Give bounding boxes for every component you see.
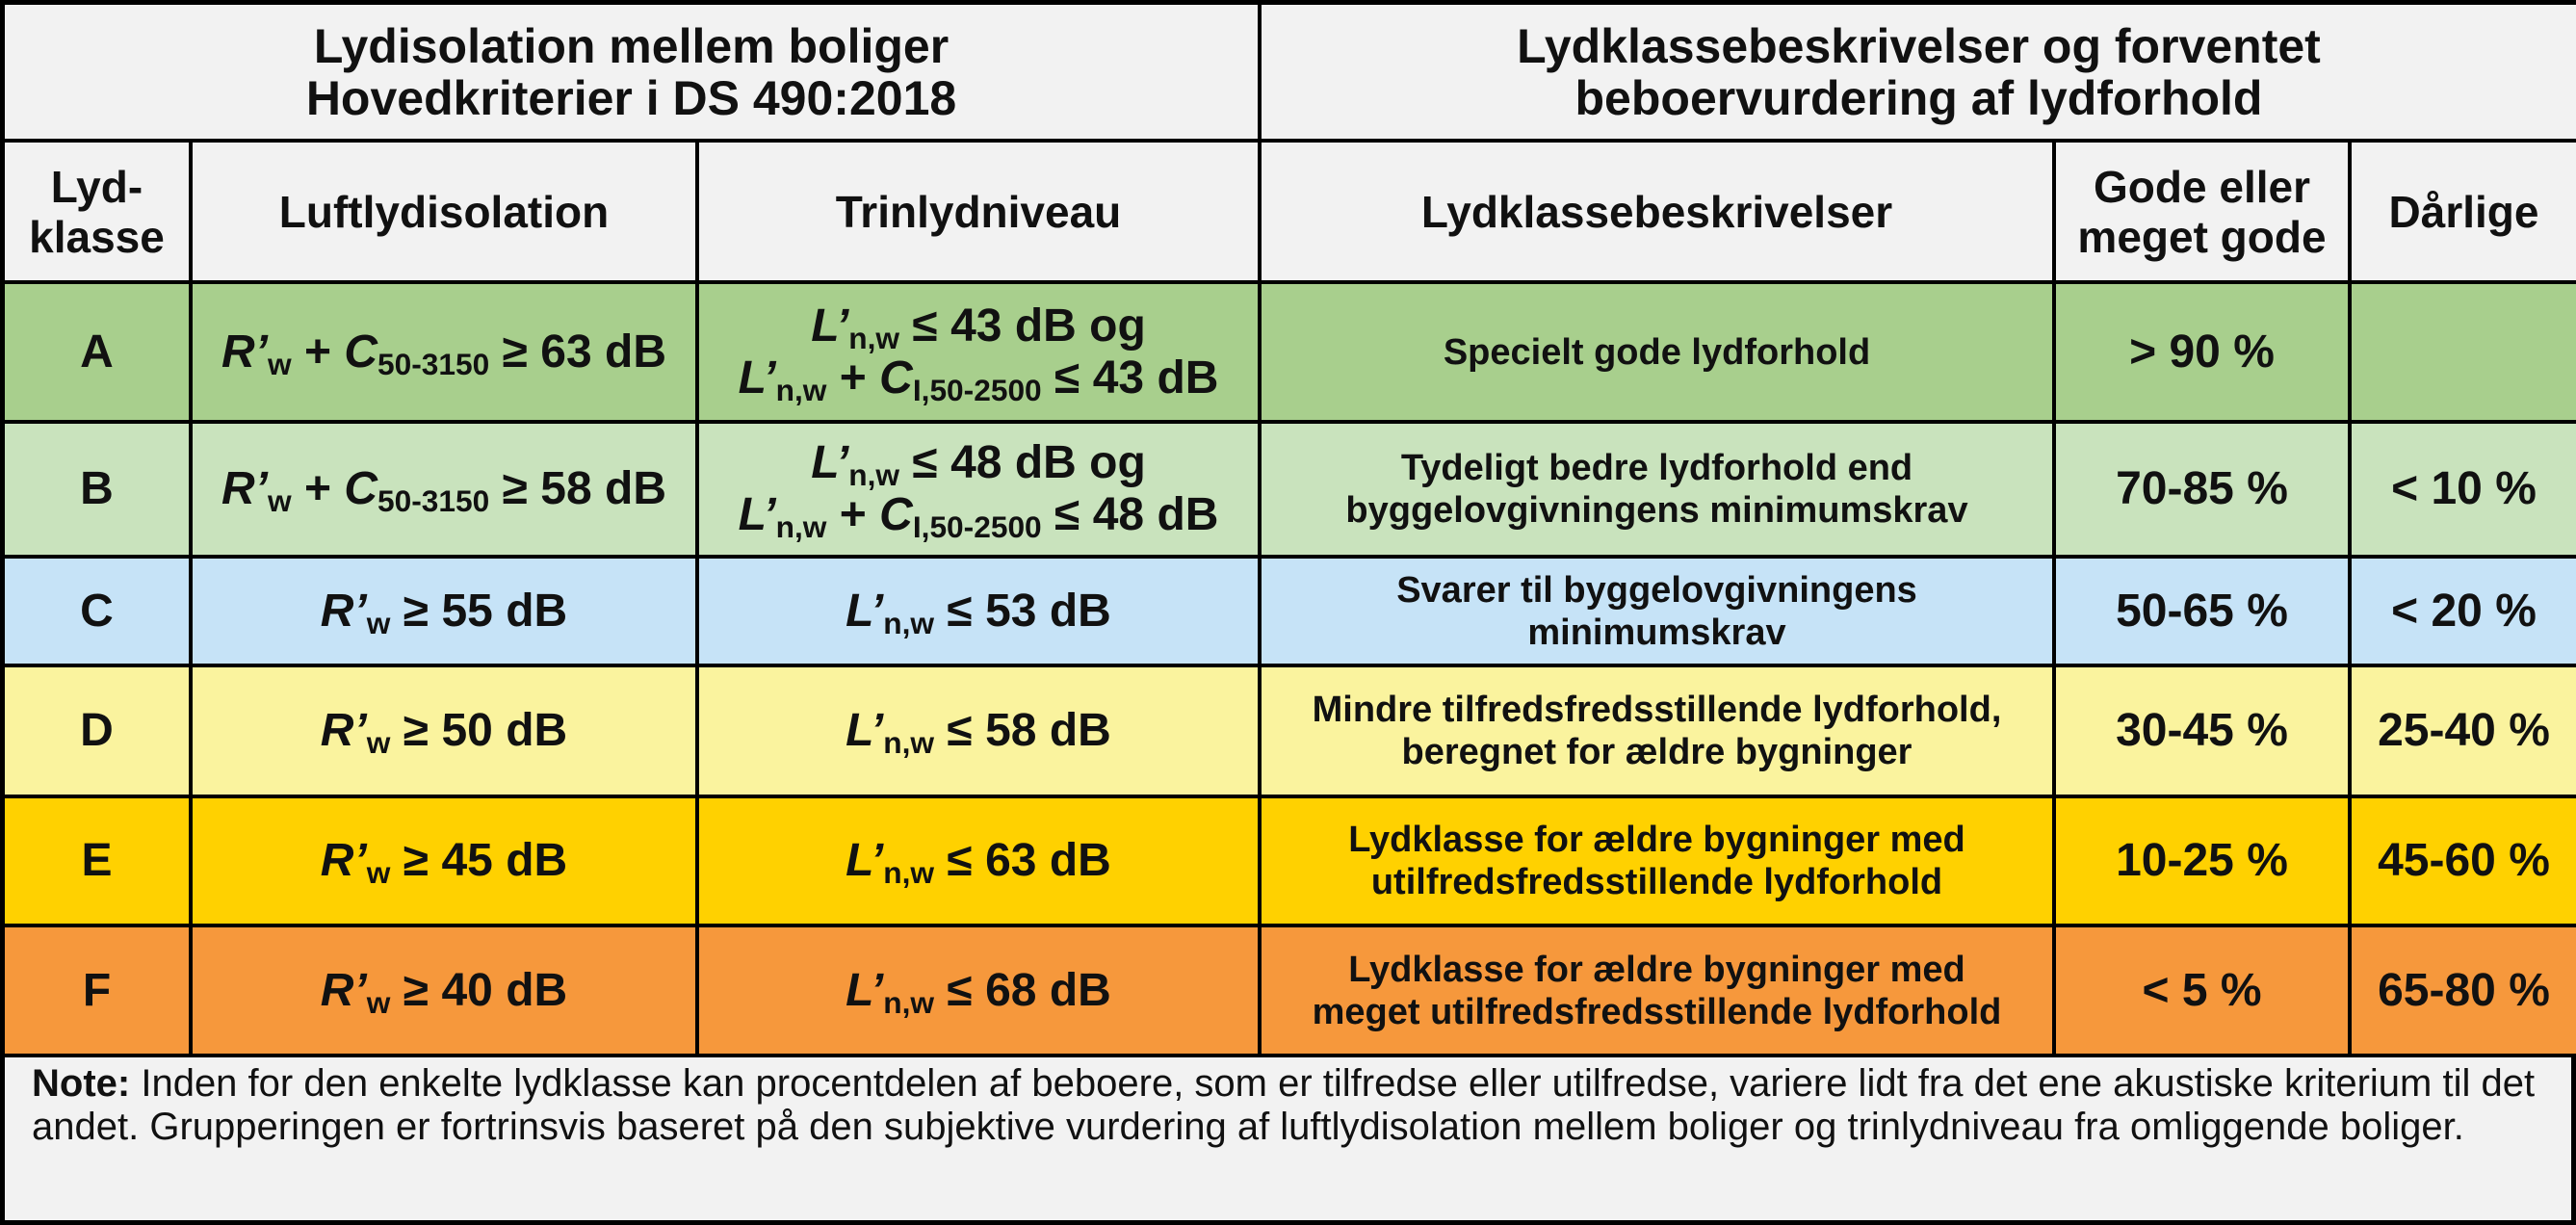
row-b-impact-value: 48 dB og — [950, 437, 1146, 488]
row-f-desc-line2: meget utilfredsfredsstillende lydforhold — [1312, 991, 2002, 1032]
row-e-good — [2056, 798, 2352, 927]
row-e-airborne — [193, 798, 699, 927]
row-e-good-value: 10-25 % — [2116, 835, 2288, 886]
row-c-impact-value: 53 dB — [985, 585, 1111, 637]
footnote — [32, 1062, 2555, 1149]
plus-sign: + — [839, 489, 867, 540]
col-header-description-label: Lydklassebeskrivelser — [1420, 186, 1893, 237]
r-symbol: R’ — [320, 835, 367, 886]
col-header-good-line1: Gode eller — [2094, 161, 2310, 212]
row-b-desc-line2: byggelovgivningens minimumskrav — [1345, 490, 1968, 531]
row-a-impact-value: 43 dB og — [950, 300, 1146, 352]
le-sign: ≤ — [912, 437, 938, 488]
col-header-good — [2056, 143, 2352, 284]
nw-sub: n,w — [775, 372, 827, 407]
row-c-air-value: 55 dB — [441, 585, 568, 637]
row-e-class-label: E — [81, 835, 113, 886]
row-f-class-label: F — [82, 964, 112, 1016]
row-c-desc-line1: Svarer til byggelovgivningens — [1396, 569, 1917, 611]
row-f-good-value: < 5 % — [2142, 964, 2262, 1016]
row-d-airborne — [193, 667, 699, 798]
row-d-description — [1262, 667, 2056, 798]
c-sub: 50-3150 — [377, 346, 490, 381]
row-e-desc-line2: utilfredsfredsstillende lydforhold — [1370, 862, 1943, 902]
nw-sub: n,w — [883, 724, 935, 760]
le-sign: ≤ — [947, 585, 973, 637]
row-b-good — [2056, 424, 2352, 559]
row-a-good-value: > 90 % — [2129, 326, 2275, 378]
row-b-air-value: 58 dB — [540, 463, 666, 514]
note-text: Inden for den enkelte lydklasse kan procentdelen af beboere, som er tilfredse eller utilfredse, variere lidt fra det ene akustiske kriterium til det andet. Grupperingen er fortrinsvis baseret på den subjektive vurdering af luftlydisolation mellem boliger og trinlydniveau fra omliggende boliger. — [32, 1062, 2536, 1148]
ge-sign: ≥ — [403, 964, 429, 1016]
ge-sign: ≥ — [403, 835, 429, 886]
row-d-impact — [699, 667, 1262, 798]
row-a-class — [5, 284, 193, 424]
row-e-impact — [699, 798, 1262, 927]
header-right-line2: beboervurdering af lydforhold — [1574, 70, 2263, 125]
row-f-desc-line1: Lydklasse for ældre bygninger med — [1348, 949, 1965, 990]
plus-sign: + — [303, 326, 331, 378]
col-header-class-line1: Lyd- — [50, 161, 143, 212]
row-c-class — [5, 559, 193, 667]
row-f-air-value: 40 dB — [441, 964, 568, 1016]
col-header-airborne-label: Luftlydisolation — [278, 186, 610, 237]
r-symbol: R’ — [221, 463, 268, 514]
header-left — [5, 5, 1262, 143]
le-sign: ≤ — [947, 835, 973, 886]
nw-sub: n,w — [883, 854, 935, 890]
ge-sign: ≥ — [502, 463, 528, 514]
row-f-class — [5, 927, 193, 1057]
row-b-description — [1262, 424, 2056, 559]
le-sign: ≤ — [947, 705, 973, 756]
row-d-poor-value: 25-40 % — [2378, 705, 2550, 756]
nw-sub: n,w — [848, 456, 900, 492]
row-f-description — [1262, 927, 2056, 1057]
row-d-impact-value: 58 dB — [985, 705, 1111, 756]
row-b-class — [5, 424, 193, 559]
l-symbol: L’ — [846, 585, 884, 637]
c-symbol: C — [344, 326, 378, 378]
c-sub: 50-3150 — [377, 482, 490, 518]
l-symbol: L’ — [846, 835, 884, 886]
le-sign: ≤ — [1054, 489, 1080, 540]
row-d-air-value: 50 dB — [441, 705, 568, 756]
row-c-good — [2056, 559, 2352, 667]
row-f-good — [2056, 927, 2352, 1057]
w-sub: w — [366, 605, 391, 640]
row-d-class — [5, 667, 193, 798]
row-f-impact-value: 68 dB — [985, 964, 1111, 1016]
row-d-desc-line2: beregnet for ældre bygninger — [1401, 732, 1912, 772]
ge-sign: ≥ — [502, 326, 528, 378]
row-e-poor — [2352, 798, 2576, 927]
col-header-description — [1262, 143, 2056, 284]
c-symbol: C — [879, 352, 913, 404]
header-right — [1262, 5, 2576, 143]
c-symbol: C — [879, 489, 913, 540]
c-symbol: C — [344, 463, 378, 514]
row-c-impact — [699, 559, 1262, 667]
row-a-air-value: 63 dB — [540, 326, 666, 378]
l-symbol: L’ — [811, 300, 849, 352]
r-symbol: R’ — [320, 585, 367, 637]
plus-sign: + — [303, 463, 331, 514]
row-f-poor — [2352, 927, 2576, 1057]
row-a-airborne — [193, 284, 699, 424]
le-sign: ≤ — [947, 964, 973, 1016]
row-b-impact-value2: 48 dB — [1092, 489, 1219, 540]
r-symbol: R’ — [221, 326, 268, 378]
col-header-class — [5, 143, 193, 284]
row-c-airborne — [193, 559, 699, 667]
row-b-class-label: B — [80, 463, 114, 514]
row-e-impact-value: 63 dB — [985, 835, 1111, 886]
row-a-description — [1262, 284, 2056, 424]
nw-sub: n,w — [775, 508, 827, 544]
row-e-desc-line1: Lydklasse for ældre bygninger med — [1348, 820, 1965, 860]
col-header-impact-label: Trinlydniveau — [835, 186, 1122, 237]
col-header-impact — [699, 143, 1262, 284]
row-a-impact — [699, 284, 1262, 424]
w-sub: w — [267, 346, 292, 381]
ge-sign: ≥ — [403, 585, 429, 637]
row-c-class-label: C — [80, 585, 114, 637]
row-a-impact-value2: 43 dB — [1092, 352, 1219, 404]
row-f-airborne — [193, 927, 699, 1057]
w-sub: w — [366, 984, 391, 1020]
note-label: Note: — [32, 1062, 131, 1105]
row-e-air-value: 45 dB — [441, 835, 568, 886]
l-symbol: L’ — [811, 437, 849, 488]
header-right-line1: Lydklassebeskrivelser og forventet — [1517, 18, 2321, 73]
w-sub: w — [366, 854, 391, 890]
row-a-class-label: A — [80, 326, 114, 378]
row-c-desc-line2: minimumskrav — [1527, 612, 1786, 653]
w-sub: w — [267, 482, 292, 518]
header-left-line1: Lydisolation mellem boliger — [313, 18, 950, 73]
le-sign: ≤ — [912, 300, 938, 352]
l-symbol: L’ — [738, 352, 776, 404]
row-e-description — [1262, 798, 2056, 927]
l-symbol: L’ — [738, 489, 776, 540]
col-header-good-line2: meget gode — [2077, 211, 2327, 262]
row-d-poor — [2352, 667, 2576, 798]
row-e-class — [5, 798, 193, 927]
row-a-desc-line1: Specielt gode lydforhold — [1443, 331, 1871, 373]
plus-sign: + — [839, 352, 867, 404]
row-c-poor — [2352, 559, 2576, 667]
r-symbol: R’ — [320, 964, 367, 1016]
row-b-desc-line1: Tydeligt bedre lydforhold end — [1400, 448, 1913, 488]
row-b-impact — [699, 424, 1262, 559]
row-c-description — [1262, 559, 2056, 667]
nw-sub: n,w — [848, 320, 900, 355]
row-a-good — [2056, 284, 2352, 424]
nw-sub: n,w — [883, 984, 935, 1020]
row-d-desc-line1: Mindre tilfredsfredsstillende lydforhold, — [1312, 690, 2002, 730]
l-symbol: L’ — [846, 964, 884, 1016]
row-a-poor — [2352, 284, 2576, 424]
row-b-poor-value: < 10 % — [2391, 463, 2537, 514]
r-symbol: R’ — [320, 705, 367, 756]
ci-sub: I,50-2500 — [912, 508, 1042, 544]
col-header-airborne — [193, 143, 699, 284]
l-symbol: L’ — [846, 705, 884, 756]
col-header-poor — [2352, 143, 2576, 284]
col-header-class-line2: klasse — [29, 211, 165, 262]
nw-sub: n,w — [883, 605, 935, 640]
row-d-good-value: 30-45 % — [2116, 705, 2288, 756]
row-d-class-label: D — [80, 705, 114, 756]
row-e-poor-value: 45-60 % — [2378, 835, 2550, 886]
w-sub: w — [366, 724, 391, 760]
row-b-good-value: 70-85 % — [2116, 463, 2288, 514]
col-header-poor-label: Dårlige — [2388, 186, 2539, 237]
ci-sub: I,50-2500 — [912, 372, 1042, 407]
ge-sign: ≥ — [403, 705, 429, 756]
row-d-good — [2056, 667, 2352, 798]
header-left-line2: Hovedkriterier i DS 490:2018 — [305, 70, 957, 125]
row-c-good-value: 50-65 % — [2116, 585, 2288, 637]
row-b-airborne — [193, 424, 699, 559]
row-c-poor-value: < 20 % — [2391, 585, 2537, 637]
row-b-poor — [2352, 424, 2576, 559]
le-sign: ≤ — [1054, 352, 1080, 404]
row-f-impact — [699, 927, 1262, 1057]
row-f-poor-value: 65-80 % — [2378, 964, 2550, 1016]
